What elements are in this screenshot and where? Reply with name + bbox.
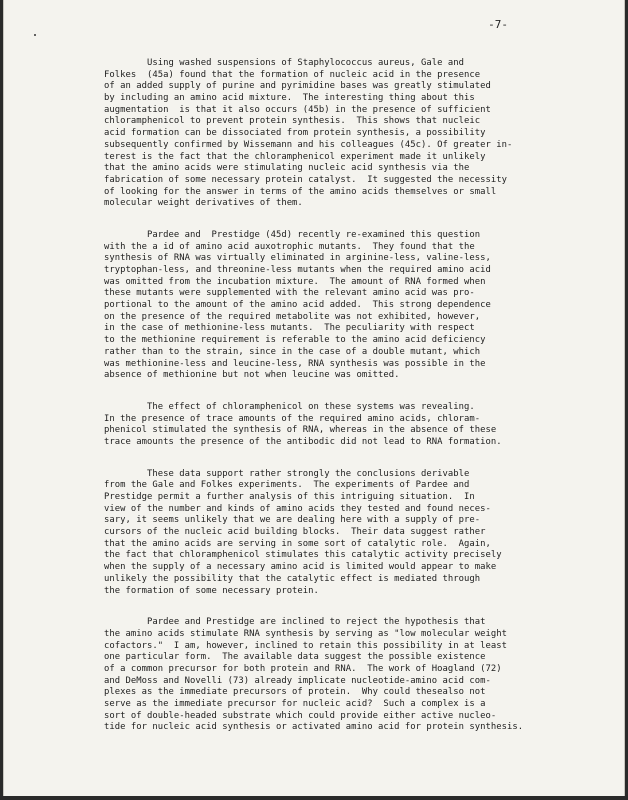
text-line: Folkes (45a) found that the formation of nucleic acid in the presence [104,69,481,80]
document-page [3,0,625,796]
page-speck [34,34,36,36]
text-line: cursors of the nucleic acid building blocks. Their data suggest rather [104,527,486,538]
text-line: with the a id of amino acid auxotrophic mutants. They found that the [104,241,475,252]
text-line: rather than to the strain, since in the case of a double mutant, which [104,346,481,357]
text-line: view of the number and kinds of amino acids they tested and found neces- [104,503,491,514]
text-line: of a common precursor for both protein and RNA. The work of Hoagland (72) [104,663,502,674]
text-line: was omitted from the incubation mixture. The amount of RNA formed when [104,276,486,287]
text-line: to the methionine requirement is referable to the amino acid deficiency [104,335,486,346]
text-line: The effect of chloramphenicol on these systems was revealing. [104,401,475,412]
paragraph-5 [104,617,574,734]
text-line: plexes as the immediate precursors of protein. Why could thesealso not [104,687,486,698]
text-line: Pardee and Prestidge are inclined to reject the hypothesis that [104,617,486,628]
text-line: acid formation can be dissociated from protein synthesis, a possibility [104,128,486,139]
text-line: trace amounts the presence of the antibodic did not lead to RNA formation. [104,436,502,447]
text-line: that the amino acids are serving in some sort of catalytic role. Again, [104,538,491,549]
text-line: by including an amino acid mixture. The interesting thing about this [104,93,475,104]
text-line: tryptophan-less, and threonine-less mutants when the required amino acid [104,265,491,275]
paragraph-3 [104,402,574,449]
text-line: the fact that chloramphenicol stimulates this catalytic activity precisely [104,550,502,561]
text-line: terest is the fact that the chloramphenicol experiment made it unlikely [104,151,486,162]
text-line: from the Gale and Folkes experiments. The experiments of Pardee and [104,480,470,491]
text-line: portional to the amount of the amino acid added. This strong dependence [104,300,491,311]
text-line: and DeMoss and Novelli (73) already implicate nucleotide-amino acid com- [104,675,491,686]
text-line: In the presence of trace amounts of the required amino acids, chloram- [104,413,481,424]
document-body [104,58,574,754]
text-line: one particular form. The available data suggest the possible existence [104,652,486,663]
text-line: the amino acids stimulate RNA synthesis by serving as "low molecular weight [104,628,507,639]
text-line: the formation of some necessary protein. [104,585,319,596]
text-line: was methionine-less and leucine-less, RNA synthesis was possible in the [104,358,486,369]
text-line: Prestidge permit a further analysis of this intriguing situation. In [104,492,475,502]
text-line: cofactors." I am, however, inclined to retain this possibility in at least [104,640,507,651]
text-line: phenicol stimulated the synthesis of RNA, whereas in the absence of these [104,425,497,436]
paragraph-1 [104,58,574,210]
paragraph-4 [104,469,574,598]
text-line: that the amino acids were stimulating nucleic acid synthesis via the [104,163,470,174]
text-line: absence of methionine but not when leucine was omitted. [104,370,400,381]
text-line: These data support rather strongly the conclusions derivable [104,468,470,479]
page-number: -7- [488,18,508,31]
text-line: chloramphenicol to prevent protein synthesis. This shows that nucleic [104,116,481,127]
text-line: sary, it seems unlikely that we are dealing here with a supply of pre- [104,515,481,526]
text-line: of an added supply of purine and pyrimidine bases was greatly stimulated [104,81,491,92]
text-line: synthesis of RNA was virtually eliminated in arginine-less, valine-less, [104,253,491,264]
text-line: augmentation is that it also occurs (45b) in the presence of sufficient [104,104,491,115]
text-line: sort of double-headed substrate which could provide either active nucleo- [104,710,497,721]
text-line: Pardee and Prestidge (45d) recently re-examined this question [104,229,481,240]
text-line: these mutants were supplemented with the relevant amino acid was pro- [104,288,475,299]
text-line: molecular weight derivatives of them. [104,198,303,209]
text-line: when the supply of a necessary amino acid is limited would appear to make [104,562,497,573]
text-line: Using washed suspensions of Staphylococcus aureus, Gale and [104,58,465,68]
text-line: tide for nucleic acid synthesis or activated amino acid for protein synthesis. [104,722,524,733]
text-line: serve as the immediate precursor for nucleic acid? Such a complex is a [104,699,486,709]
text-line: fabrication of some necessary protein catalyst. It suggested the necessity [104,174,507,185]
text-line: unlikely the possibility that the catalytic effect is mediated through [104,573,481,584]
paragraph-2 [104,230,574,382]
text-line: in the case of methionine-less mutants. The peculiarity with respect [104,323,475,334]
text-line: subsequently confirmed by Wissemann and his colleagues (45c). Of greater in- [104,139,513,150]
text-line: of looking for the answer in terms of the amino acids themselves or small [104,186,497,197]
text-line: on the presence of the required metabolite was not exhibited, however, [104,311,481,322]
